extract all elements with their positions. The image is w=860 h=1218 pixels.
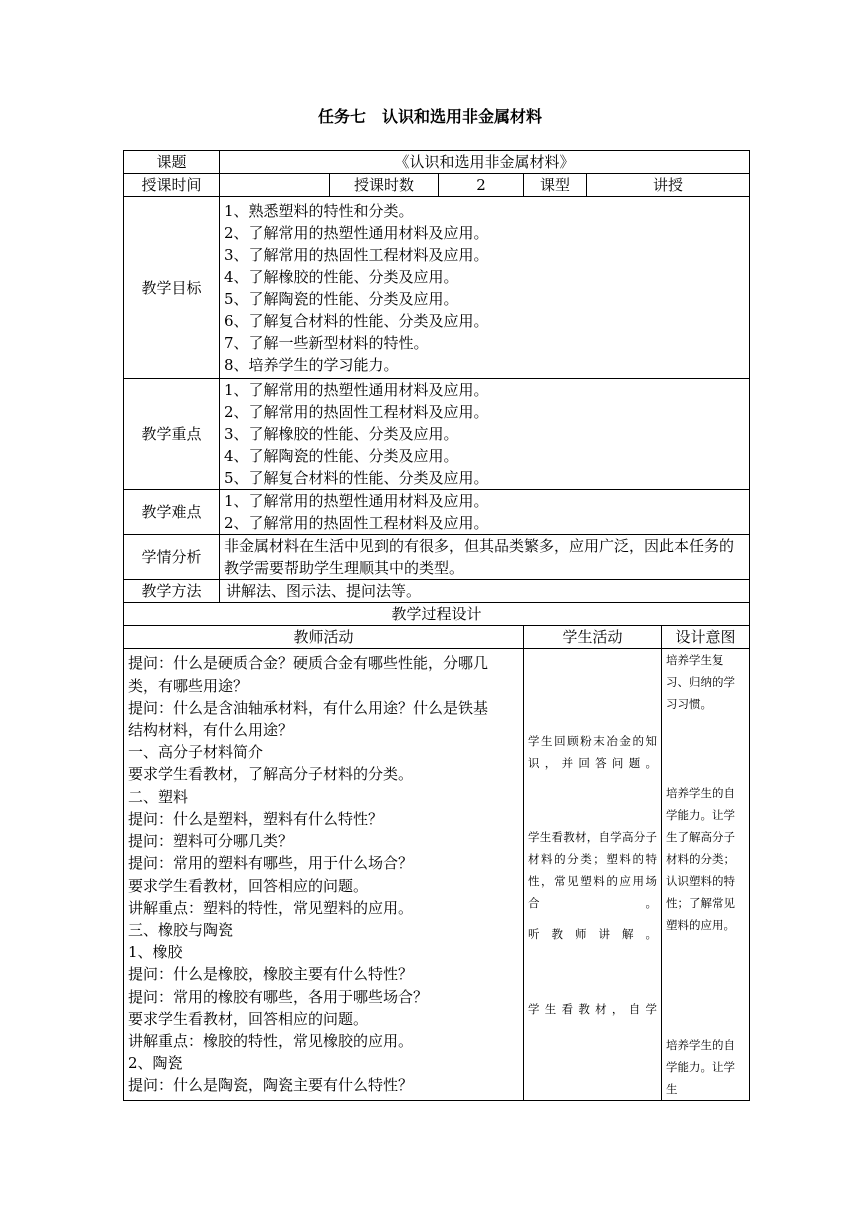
process-body-row [124,649,750,1101]
hours-value: 2 [439,174,524,197]
teacher-line: 2、陶瓷 [128,1054,183,1073]
list-item: 8、培养学生的学习能力。 [224,355,399,374]
methods-row [124,580,750,603]
teacher-line: 提问：什么是硬质合金？硬质合金有哪些性能，分哪几 [128,654,489,673]
teacher-line: 一、高分子材料简介 [128,743,264,762]
intent-note: 培养学生的自学能力。让学生了解高分子材料的分类；认识塑料的特性；了解常见塑料的应用。 [666,786,735,932]
methods-label: 教学方法 [124,580,220,603]
list-item: 4、了解橡胶的性能、分类及应用。 [224,267,459,286]
difficulties-list [220,490,750,535]
teacher-line: 要求学生看教材，回答相应的问题。 [128,1009,369,1028]
type-value: 讲授 [587,174,750,197]
time-value [220,174,330,197]
list-item: 1、了解常用的热塑性通用材料及应用。 [224,381,489,399]
student-note: 学生看教材，自学高分子材料的分类；塑料的特性，常见塑料的应用场合。 [528,829,657,910]
teacher-line: 要求学生看教材，回答相应的问题。 [128,876,369,895]
analysis-text: 非金属材料在生活中见到的有很多，但其品类繁多，应用广泛，因此本任务的教学需要帮助学生理顺其中的类型。 [220,535,750,580]
process-title-row [124,603,750,626]
list-item: 2、了解常用的热塑性通用材料及应用。 [224,223,489,242]
design-intent-header: 设计意图 [662,626,750,649]
design-intent-cell [662,649,750,1101]
teacher-line: 提问：常用的橡胶有哪些，各用于哪些场合？ [128,987,429,1006]
teacher-line: 讲解重点：塑料的特性，常见塑料的应用。 [128,898,414,917]
list-item: 1、了解常用的热塑性通用材料及应用。 [224,492,489,510]
hours-label: 授课时数 [330,174,439,197]
teacher-line: 提问：什么是含油轴承材料，有什么用途？什么是铁基 [128,698,489,717]
topic-label: 课题 [124,151,220,174]
objectives-list [220,197,750,379]
student-activity-header: 学生活动 [524,626,662,649]
teacher-line: 提问：塑料可分哪几类？ [128,832,294,851]
type-label: 课型 [524,174,587,197]
student-note: 学生看教材，自学 [528,1001,657,1016]
analysis-label: 学情分析 [124,535,220,580]
key-points-row [124,379,750,490]
methods-text: 讲解法、图示法、提问法等。 [220,580,750,603]
page-title: 任务七 认识和选用非金属材料 [317,107,542,126]
lesson-plan-table [123,150,750,1101]
teacher-line: 结构材料，有什么用途？ [128,721,294,740]
teacher-activity-cell [124,649,524,1101]
topic-value: 《认识和选用非金属材料》 [220,151,750,174]
list-item: 5、了解陶瓷的性能、分类及应用。 [224,289,459,308]
key-points-label: 教学重点 [124,379,220,490]
teacher-line: 提问：常用的塑料有哪些，用于什么场合？ [128,854,414,873]
list-item: 3、了解橡胶的性能、分类及应用。 [224,425,459,443]
time-label: 授课时间 [124,174,220,197]
objectives-row [124,197,750,379]
intent-note: 培养学生的自学能力。让学生 [666,1038,735,1096]
teacher-line: 三、橡胶与陶瓷 [128,920,234,939]
time-row [124,174,750,197]
key-points-list [220,379,750,490]
list-item: 6、了解复合材料的性能、分类及应用。 [224,311,489,330]
list-item: 3、了解常用的热固性工程材料及应用。 [224,245,489,264]
teacher-line: 要求学生看教材，了解高分子材料的分类。 [128,765,414,784]
teacher-activity-header: 教师活动 [124,626,524,649]
process-title: 教学过程设计 [124,603,750,626]
student-note: 学生回顾粉末冶金的知识，并回答问题。 [528,733,657,770]
student-note: 听教师讲解。 [528,926,657,941]
teacher-line: 提问：什么是橡胶，橡胶主要有什么特性？ [128,965,414,984]
teacher-line: 讲解重点：橡胶的特性，常见橡胶的应用。 [128,1031,414,1050]
list-item: 2、了解常用的热固性工程材料及应用。 [224,514,489,532]
teacher-line: 二、塑料 [128,787,189,806]
difficulties-label: 教学难点 [124,490,220,535]
teacher-line: 提问：什么是塑料，塑料有什么特性？ [128,809,384,828]
list-item: 4、了解陶瓷的性能、分类及应用。 [224,447,459,465]
analysis-row [124,535,750,580]
list-item: 7、了解一些新型材料的特性。 [224,333,429,352]
student-activity-cell [524,649,662,1101]
objectives-label: 教学目标 [124,197,220,379]
list-item: 2、了解常用的热固性工程材料及应用。 [224,403,489,421]
teacher-line: 类，有哪些用途？ [128,676,249,695]
teacher-line: 提问：什么是陶瓷，陶瓷主要有什么特性？ [128,1076,414,1095]
list-item: 5、了解复合材料的性能、分类及应用。 [224,469,489,487]
process-header-row [124,626,750,649]
topic-row [124,151,750,174]
intent-note: 培养学生复习、归纳的学习习惯。 [666,653,735,711]
difficulties-row [124,490,750,535]
teacher-line: 1、橡胶 [128,943,183,962]
list-item: 1、熟悉塑料的特性和分类。 [224,201,414,220]
